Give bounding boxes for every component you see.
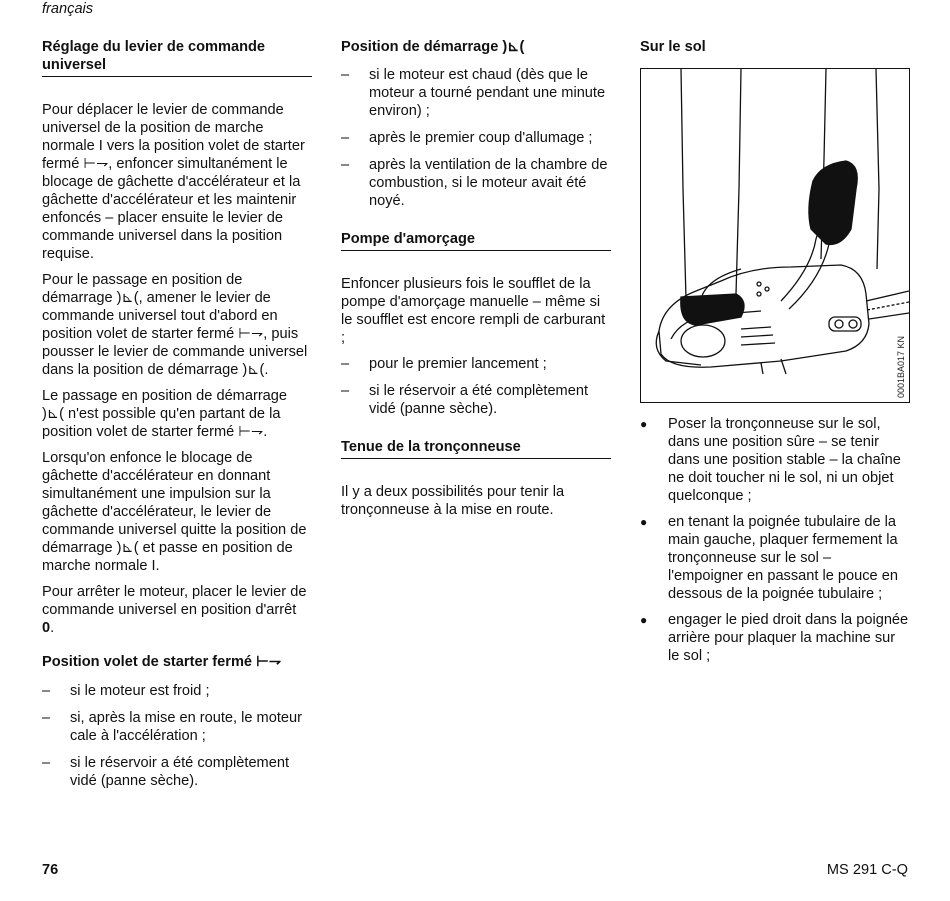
list-item: ● engager le pied droit dans la poignée arrière pour plaquer la machine sur le sol ;	[640, 611, 910, 665]
section-heading-holding: Tenue de la tronçonneuse	[341, 438, 611, 459]
list-item: – si le réservoir a été complètement vidé (panne sèche).	[42, 754, 312, 790]
paragraph: Pour déplacer le levier de commande universel de la position de marche normale I vers la position volet de starter fermé ⊢⇁, enfoncer simultanément le blocage de gâchette d'accélérateur et la gâchette d'accélérateur et les maintenir enfoncés – placer ensuite le levier de commande universel dans la position requise.	[42, 102, 305, 262]
list-item: – après le premier coup d'allumage ;	[341, 129, 611, 147]
paragraph: Lorsqu'on enfonce le blocage de gâchette d'accélérateur en donnant simultanément une impulsion sur la gâchette d'accélérateur, le levier de commande universel quitte la position de démarrage )⊾( et passe en position de marche normale I.	[42, 450, 307, 574]
chainsaw-illustration-svg	[641, 69, 909, 402]
paragraph: Il y a deux possibilités pour tenir la tronçonneuse à la mise en route.	[341, 484, 565, 518]
chainsaw-on-ground-illustration	[640, 68, 910, 403]
list-item: – pour le premier lancement ;	[341, 355, 611, 373]
paragraph: Enfoncer plusieurs fois le soufflet de la pompe d'amorçage manuelle – même si le soufflet est encore rempli de carburant ;	[341, 276, 606, 346]
list-item: ● Poser la tronçonneuse sur le sol, dans une position sûre – se tenir dans une position stable – la chaîne ne doit toucher ni le sol, ni un objet quelconque ;	[640, 415, 910, 505]
paragraph: Pour le passage en position de démarrage )⊾(, amener le levier de commande universel tout d'abord en position volet de starter fermé ⊢⇁, puis pousser le levier de commande universel dans la position de démarrage )⊾(.	[42, 272, 308, 378]
page-number: 76	[42, 862, 59, 878]
column-middle	[341, 38, 611, 527]
list-item: – si, après la mise en route, le moteur cale à l'accélération ;	[42, 709, 312, 745]
section-heading-choke: Position volet de starter fermé ⊢⇁	[42, 654, 282, 670]
list-item: – si le moteur est chaud (dès que le moteur a tourné pendant une minute environ) ;	[341, 66, 611, 120]
section-heading-ground: Sur le sol	[640, 39, 706, 55]
stop-symbol: 0	[42, 620, 51, 636]
column-right	[640, 38, 910, 673]
paragraph: Le passage en position de démarrage )⊾( n'est possible qu'en partant de la position volet de starter fermé ⊢⇁.	[42, 388, 288, 440]
section-heading-primer: Pompe d'amorçage	[341, 230, 611, 251]
section-heading-lever: Réglage du levier de commande universel	[42, 38, 312, 77]
list-item: – si le réservoir a été complètement vidé (panne sèche).	[341, 382, 611, 418]
list-item: – si le moteur est froid ;	[42, 682, 312, 700]
paragraph-stop: Pour arrêter le moteur, placer le levier de commande universel en position d'arrêt 0.	[42, 584, 307, 636]
language-label: français	[42, 1, 94, 17]
list-item: – après la ventilation de la chambre de combustion, si le moteur avait été noyé.	[341, 156, 611, 210]
list-item: ● en tenant la poignée tubulaire de la main gauche, plaquer fermement la tronçonneuse sur le sol – l'empoigner en passant le pouce en dessous de la poignée tubulaire ;	[640, 513, 910, 603]
column-left	[42, 38, 312, 799]
section-heading-start: Position de démarrage )⊾(	[341, 39, 525, 55]
figure-code: 0001BA017 KN	[896, 335, 906, 398]
model-name: MS 291 C-Q	[826, 862, 908, 878]
